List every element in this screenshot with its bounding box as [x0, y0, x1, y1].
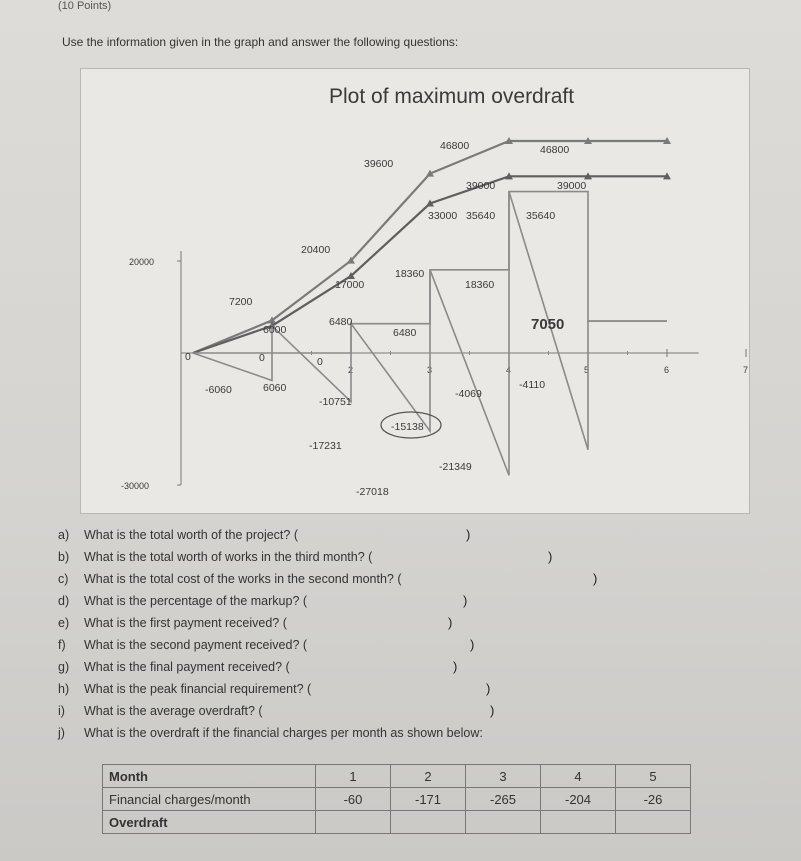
- month-header: Month: [103, 765, 316, 788]
- question-item: [58, 550, 372, 564]
- data-label: 46800: [540, 144, 570, 156]
- data-label: -17231: [309, 440, 342, 452]
- question-item: [58, 704, 263, 718]
- data-label: -21349: [439, 461, 472, 473]
- x-tick-label: 4: [506, 365, 512, 375]
- x-tick-label: 6: [664, 365, 670, 375]
- question-item: [58, 726, 483, 740]
- charge-cell: -171: [391, 788, 466, 811]
- data-label: 7050: [531, 316, 565, 333]
- data-label: 6060: [263, 382, 287, 394]
- question-item: [58, 660, 290, 674]
- question-text: What is the percentage of the markup? (: [84, 594, 308, 608]
- answer-close-paren[interactable]: ): [448, 615, 453, 630]
- charge-cell: -204: [541, 788, 616, 811]
- instructions: Use the information given in the graph and answer the following questions:: [62, 35, 459, 49]
- question-letter: d): [58, 594, 70, 608]
- data-label: -27018: [356, 486, 389, 498]
- question-text: What is the second payment received? (: [84, 638, 308, 652]
- question-text: What is the average overdraft? (: [84, 704, 263, 718]
- charges-header: Financial charges/month: [103, 788, 316, 811]
- question-item: [58, 528, 298, 542]
- question-text: What is the overdraft if the financial charges per month as shown below:: [84, 726, 483, 740]
- answer-close-paren[interactable]: ): [463, 593, 468, 608]
- answer-close-paren[interactable]: ): [593, 571, 598, 586]
- data-label: 7200: [229, 296, 253, 308]
- month-cell: 2: [391, 765, 466, 788]
- charge-cell: -265: [466, 788, 541, 811]
- data-label: 46800: [440, 140, 470, 152]
- chart-svg: [81, 69, 749, 513]
- overdraft-chart: [80, 68, 750, 514]
- data-label: 0: [259, 352, 265, 364]
- data-label: 35640: [466, 210, 496, 222]
- financial-charges-table: [102, 764, 691, 834]
- question-letter: g): [58, 660, 70, 674]
- question-item: [58, 682, 311, 696]
- question-letter: e): [58, 616, 70, 630]
- question-item: [58, 594, 307, 608]
- overdraft-answer-cell[interactable]: [616, 811, 691, 834]
- data-label: -4069: [455, 388, 482, 400]
- question-text: What is the peak financial requirement? (: [84, 682, 312, 696]
- x-tick-label: 5: [584, 365, 590, 375]
- answer-close-paren[interactable]: ): [470, 637, 475, 652]
- data-label: -15138: [391, 421, 424, 433]
- data-label: 18360: [395, 268, 425, 280]
- answer-close-paren[interactable]: ): [453, 659, 458, 674]
- data-label: 35640: [526, 210, 556, 222]
- x-tick-label: 2: [348, 365, 354, 375]
- question-letter: h): [58, 682, 70, 696]
- data-label: -6060: [205, 384, 232, 396]
- charge-cell: -26: [616, 788, 691, 811]
- data-label: 18360: [465, 279, 495, 291]
- month-cell: 4: [541, 765, 616, 788]
- answer-close-paren[interactable]: ): [490, 703, 495, 718]
- data-label: 39600: [364, 158, 394, 170]
- question-item: [58, 616, 287, 630]
- data-label: -10751: [319, 396, 352, 408]
- month-cell: 5: [616, 765, 691, 788]
- table-row-overdraft: [103, 811, 691, 834]
- question-letter: c): [58, 572, 69, 586]
- x-tick-label: 3: [427, 365, 433, 375]
- data-label: 6480: [329, 316, 353, 328]
- data-label: 33000: [428, 210, 458, 222]
- data-label: 0: [317, 356, 323, 368]
- answer-close-paren[interactable]: ): [548, 549, 553, 564]
- answer-close-paren[interactable]: ): [466, 527, 471, 542]
- question-letter: a): [58, 528, 70, 542]
- data-label: 6000: [263, 324, 287, 336]
- data-label: 20400: [301, 244, 331, 256]
- table-row-charges: [103, 788, 691, 811]
- overdraft-answer-cell[interactable]: [391, 811, 466, 834]
- question-letter: j): [58, 726, 65, 740]
- question-text: What is the total cost of the works in the second month? (: [84, 572, 402, 586]
- question-text: What is the total worth of works in the third month? (: [84, 550, 373, 564]
- month-cell: 1: [316, 765, 391, 788]
- month-cell: 3: [466, 765, 541, 788]
- chart-title: Plot of maximum overdraft: [329, 85, 575, 108]
- charge-cell: -60: [316, 788, 391, 811]
- data-label: 39000: [466, 180, 496, 192]
- question-item: [58, 572, 402, 586]
- question-text: What is the total worth of the project? (: [84, 528, 298, 542]
- overdraft-header: Overdraft: [103, 811, 316, 834]
- y-tick-label: 20000: [129, 257, 155, 267]
- overdraft-answer-cell[interactable]: [541, 811, 616, 834]
- y-tick-label: -30000: [121, 481, 150, 491]
- overdraft-answer-cell[interactable]: [316, 811, 391, 834]
- question-text: What is the final payment received? (: [84, 660, 290, 674]
- x-tick-label: 7: [743, 365, 749, 375]
- question-text: What is the first payment received? (: [84, 616, 287, 630]
- data-label: 17000: [335, 279, 365, 291]
- data-label: 39000: [557, 180, 587, 192]
- question-letter: i): [58, 704, 65, 718]
- overdraft-answer-cell[interactable]: [466, 811, 541, 834]
- data-label: 6480: [393, 327, 417, 339]
- answer-close-paren[interactable]: ): [486, 681, 491, 696]
- data-label: 0: [185, 351, 191, 363]
- question-item: [58, 638, 307, 652]
- question-letter: f): [58, 638, 66, 652]
- question-letter: b): [58, 550, 70, 564]
- table-row-month: [103, 765, 691, 788]
- points-header: (10 Points): [58, 0, 112, 12]
- data-label: -4110: [519, 379, 546, 391]
